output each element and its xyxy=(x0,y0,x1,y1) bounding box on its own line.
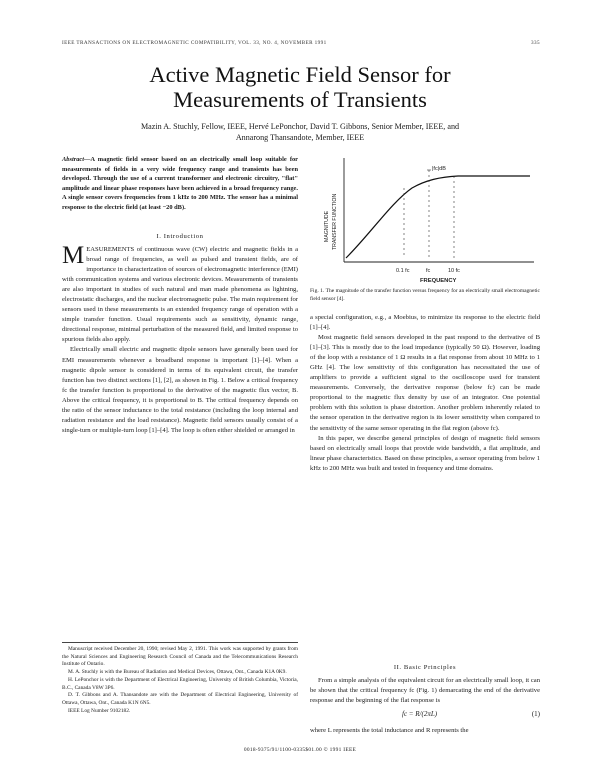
footnote-author-2: H. LePonchor is with the Department of Electrical Engineering, University of British Columbia, Victoria, B.C., Canada V8W 3P6. xyxy=(62,676,298,691)
intro-paragraph-2: Electrically small electric and magnetic dipole sensors have generally been used for EMI measurements whenever a broadband response is important [1]–[4]. When a magnetic dipole sensor is considered in terms of its equivalent circuit, the transfer function has two distinct sections [1], [2], as shown in Fig. 1. Below a critical frequency fc the transfer function is proportional to the derivative of the magnetic flux vector, B. Above the critical frequency, it is proportional to B. The critical frequency depends on the ratio of the sensor inductance to the total resistance (including the loop internal and radiation resistance and the load resistance). Magnetic field sensors usually consist of a single-turn or multiple-turn loop [1]–[4]. The loop is often either shielded or arranged in xyxy=(62,346,298,434)
tick-label-left: 0.1 fc xyxy=(396,268,410,274)
journal-header: IEEE TRANSACTIONS ON ELECTROMAGNETIC COMPATIBILITY, VOL. 33, NO. 4, NOVEMBER 1991 xyxy=(62,40,327,46)
title-line-1: Active Magnetic Field Sensor for xyxy=(149,62,451,87)
figure-1 xyxy=(308,150,542,285)
footnote-log-number: IEEE Log Number 9102182. xyxy=(68,707,131,714)
footnote-author-3: D. T. Gibbons and A. Thansandote are with the Department of Electrical Engineering, University of Ottawa, Ottawa, Ont., Canada K1N 6N5. xyxy=(62,692,298,706)
right-paragraph-1: a special configuration, e.g., a Moebius, to minimize its response to the electric field [1]–[4]. xyxy=(310,314,540,332)
transfer-function-plot xyxy=(308,150,542,285)
intro-paragraph-1 xyxy=(62,242,298,345)
footnote-manuscript: Manuscript received December 20, 1990; revised May 2, 1991. This work was supported by grants from the Natural Sciences and Engineering Research Council of Canada and the Telecommunications Research Institute of Ontario. xyxy=(62,646,298,668)
principles-body xyxy=(310,676,540,706)
principles-paragraph-1: From a simple analysis of the equivalent circuit for an electrically small loop, it can be shown that the critical frequency fc (Fig. 1) demarcating the end of the derivative response and the beginning of the flat response is xyxy=(310,677,540,705)
intro-paragraph-1-text: EASUREMENTS of continuous wave (CW) electric and magnetic fields in a broad range of frequencies, as well as pulsed and transient fields, are of importance in characterization of sources of electromagnetic interference (EMI) with communication systems and various electronic devices. Measurements of transients are also important in studies of such natural and man made phenomena as lightning, electrostatic discharges, and the nuclear electromagnetic pulse. The main requirement for sensors used in these measurements is an extended frequency range of operation with a simple transfer function. Usual requirements such as sensitivity, dynamic range, directional response, minimal perturbation of the measured field, and limited response to spurious fields also apply. xyxy=(62,246,298,344)
copyright-line: 0018-9375/91/1100-0335$01.00 © 1991 IEEE xyxy=(243,747,357,753)
equation-number: (1) xyxy=(531,710,540,718)
footnote-author-1: M. A. Stuchly is with the Bureau of Radiation and Medical Devices, Ottawa, Ont., Canada K1A 0K9. xyxy=(68,669,287,676)
abstract-text: —A magnetic field sensor based on an electrically small loop suitable for measurements of fields in a very wide frequency range and transients has been developed. Through the use of a current transformer and electronic circuitry, "flat" amplitude and linear phase responses have been achieved in a broad frequency range. A single sensor covers frequencies from 1 kHz to 200 MHz. The sensor has a minimal response to the electric field (at least −20 dB). xyxy=(62,156,298,211)
after-equation-text: where L represents the total inductance and R represents the xyxy=(310,727,469,734)
title-line-2: Measurements of Transients xyxy=(173,87,427,112)
abstract-label: Abstract xyxy=(62,156,85,163)
page-number: 335 xyxy=(531,40,540,46)
paper-title xyxy=(0,62,600,112)
right-paragraph-3: In this paper, we describe general principles of design of magnetic field sensors based on electrically small loops that provide wide bandwidth, a flat amplitude, and linear phase characteristics. Based on these principles, a sensor operating from below 1 kHz to 200 MHz was built and tested in frequency and time domains. xyxy=(310,434,540,472)
right-paragraph-2: Most magnetic field sensors developed in the past respond to the derivative of B [1]–[3]. This is mostly due to the load impedance (typically 50 Ω). However, loading of the loop with a resistance of 1 Ω results in a flat response from about 10 MHz to 1 GHz [4]. The low sensitivity of this configuration has necessitated the use of amplifiers to provide a sufficient signal to the oscilloscope used for transient measurements. Conversely, the derivative response (below fc) can be made proportional to the magnetic flux density by use of an integrator. One potential problem with this solution is phase distortion. Another problem inherently related to the sensor operation in the derivative region is its lower sensitivity when compared to the sensitivity of the same sensor operating in the flat region (above fc). xyxy=(310,334,540,432)
right-column-body xyxy=(310,313,540,474)
y-axis-label-1: MAGNITUDE xyxy=(324,210,330,242)
authors-line-1: Mazin A. Stuchly, Fellow, IEEE, Hervé LePonchor, David T. Gibbons, Senior Member, IEEE, and xyxy=(140,122,460,131)
abstract xyxy=(62,155,298,213)
drop-cap: M xyxy=(62,242,85,269)
authors-line-2: Annarong Thansandote, Member, IEEE xyxy=(235,133,365,142)
figure-caption: Fig. 1. The magnitude of the transfer function versus frequency for an electrically small electromagnetic field sensor [4]. xyxy=(310,288,540,302)
author-list xyxy=(0,121,600,143)
tick-label-mid: fc xyxy=(426,268,431,274)
section-heading-introduction: I. Introduction xyxy=(156,233,204,240)
response-curve xyxy=(346,176,530,258)
y-axis-label-2: TRANSFER FUNCTION xyxy=(332,193,338,250)
introduction-body xyxy=(62,242,298,436)
x-axis-label: FREQUENCY xyxy=(420,278,457,284)
annot-label: |fc|dB xyxy=(432,166,446,172)
equation-expression: fc = R/(2πL) xyxy=(402,710,438,718)
running-header xyxy=(62,40,540,50)
footnotes xyxy=(62,642,298,715)
section-heading-basic-principles: II. Basic Principles xyxy=(393,664,457,671)
tick-label-right: 10 fc xyxy=(448,268,460,274)
equation-1 xyxy=(310,710,540,721)
